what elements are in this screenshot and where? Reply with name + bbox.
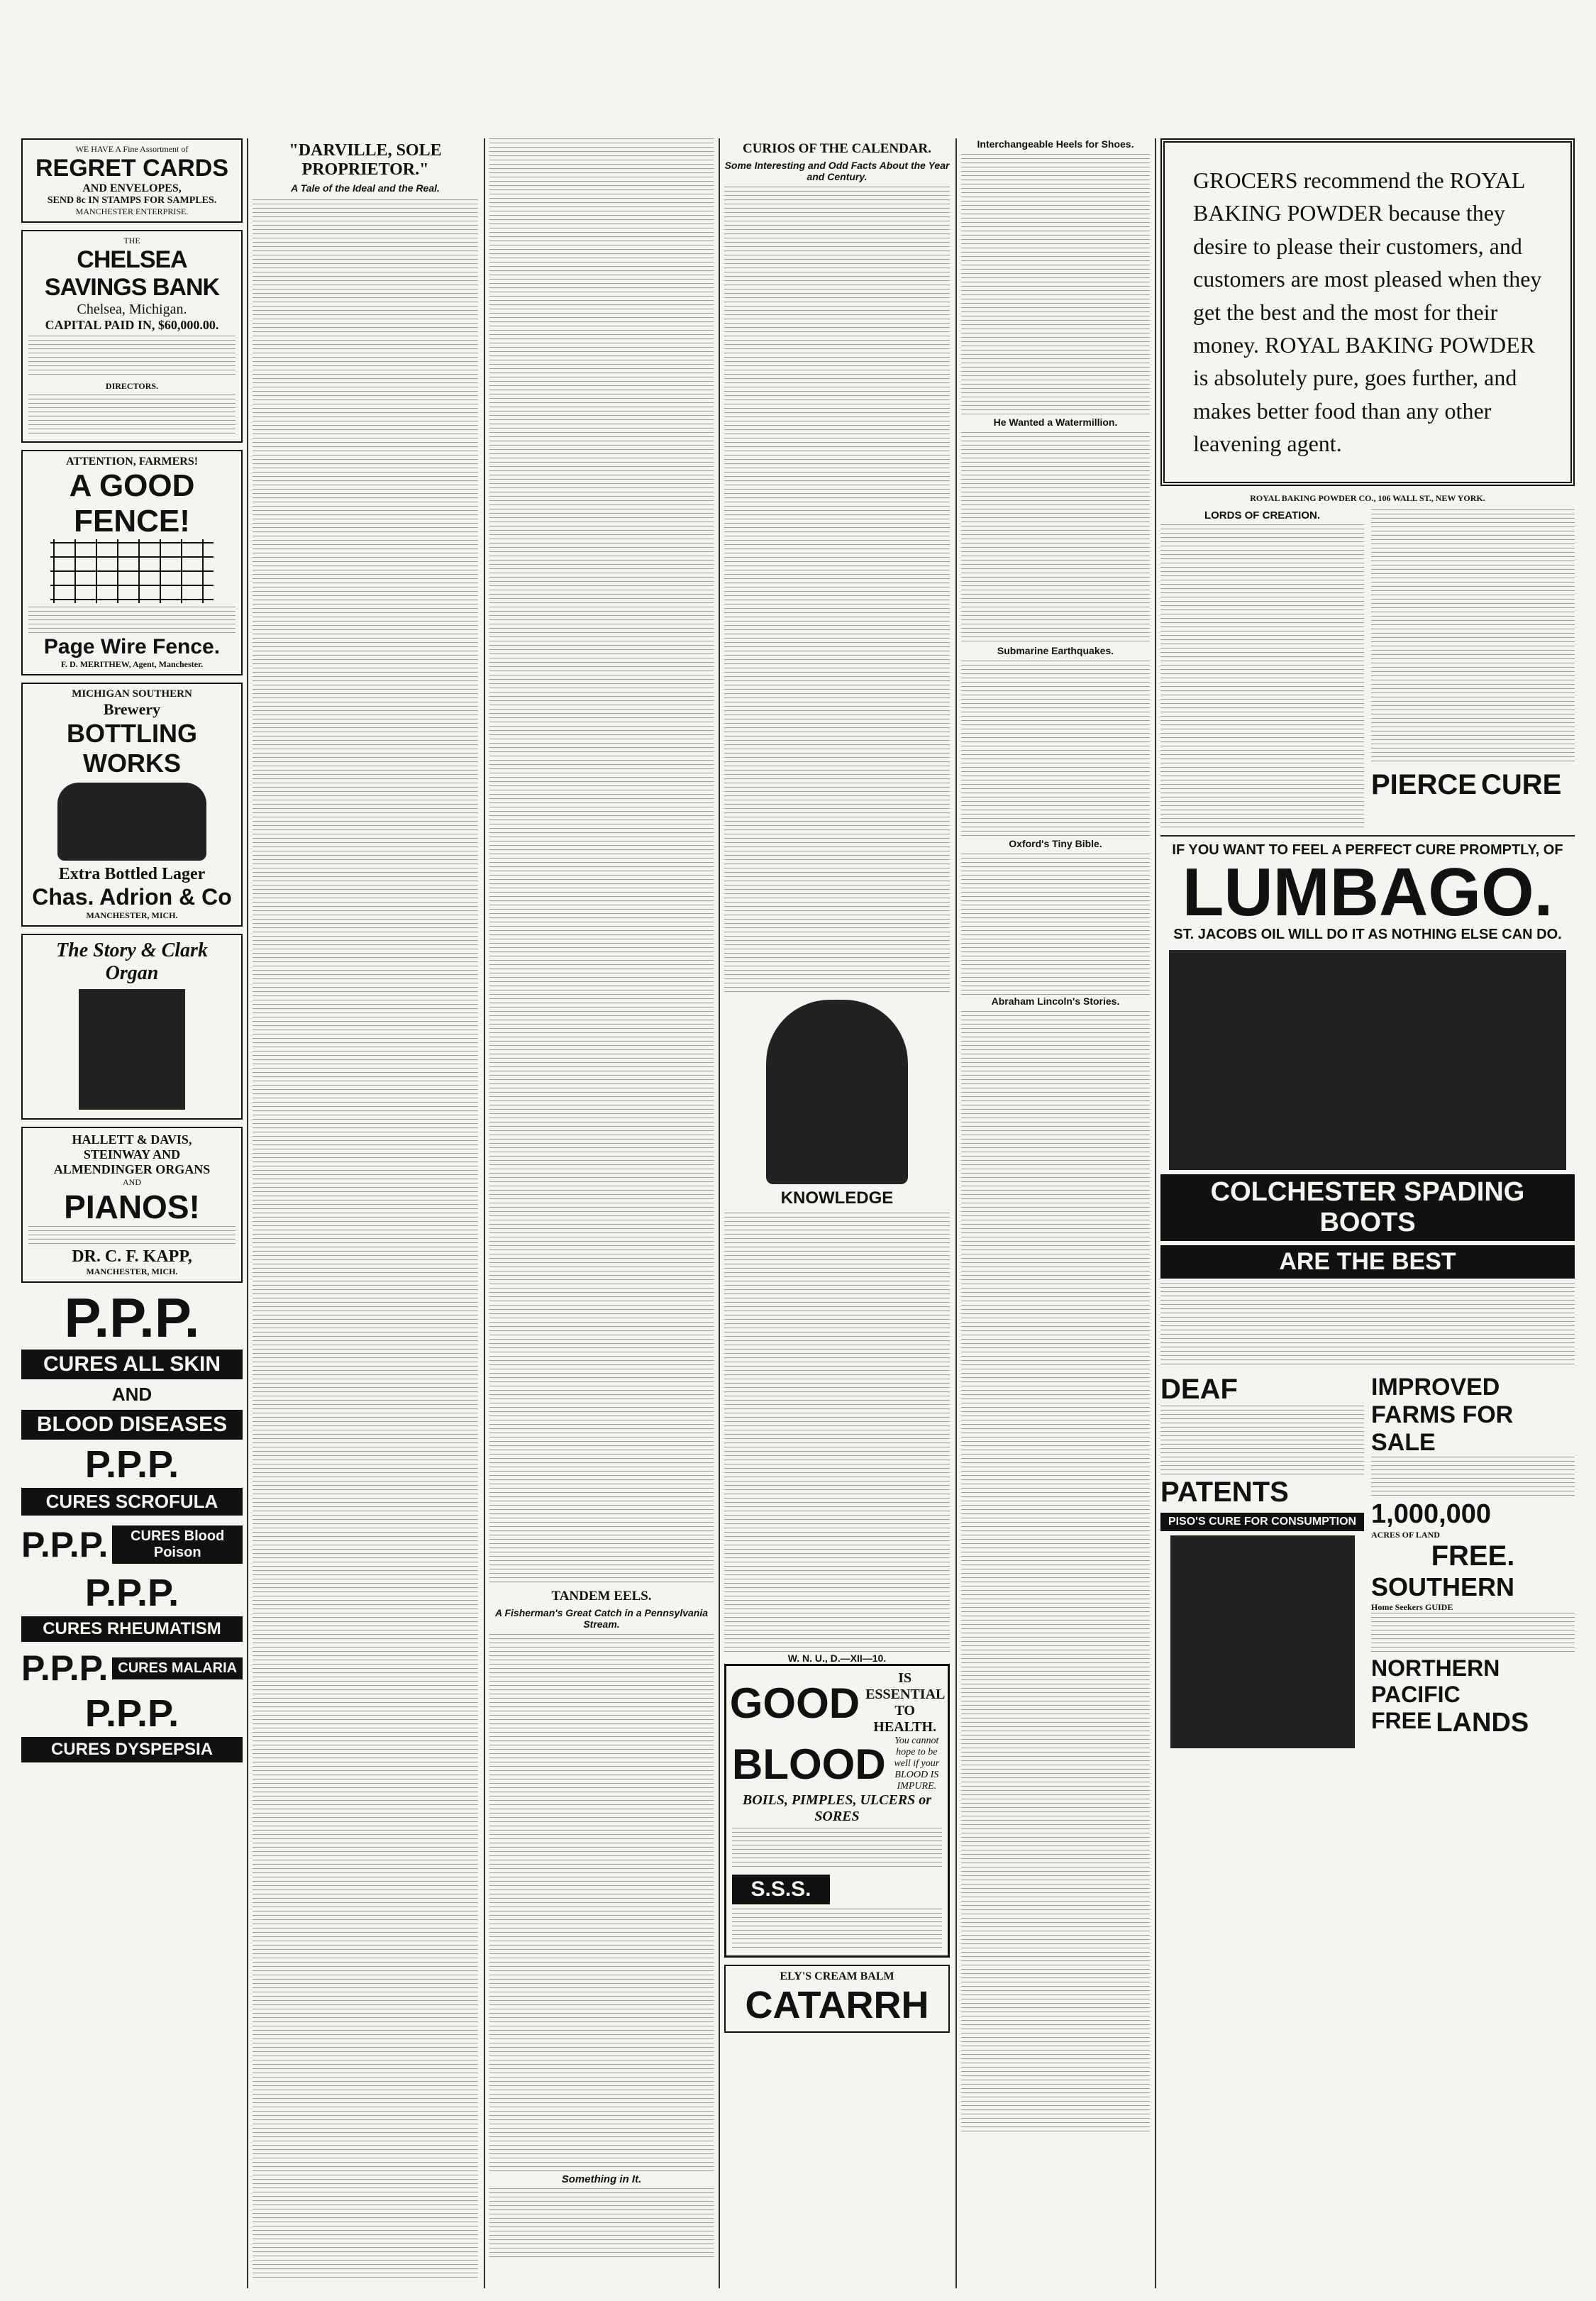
ad-text: CURES RHEUMATISM [21,1616,243,1642]
article-text [1371,509,1575,765]
article-title: Submarine Earthquakes. [997,645,1114,656]
text-lines [28,1226,235,1247]
text-lines [28,394,235,437]
piano-ad [21,1127,243,1283]
article-title: Oxford's Tiny Bible. [1009,838,1102,849]
ad-headline: A GOOD FENCE! [69,468,195,539]
ad-text: MICHIGAN SOUTHERN [72,688,192,700]
ad-headline: ROYAL BAKING [1193,167,1525,226]
ad-text: THE [123,236,140,245]
article-subtitle: Some Interesting and Odd Facts About the Year and Century. [724,160,950,182]
organ-illustration [79,989,185,1110]
ad-headline: CURE [1480,768,1562,800]
ad-text: GROCERS recommend the [1193,167,1444,193]
ad-logo: S.S.S. [732,1875,830,1904]
article-title: He Wanted a Watermillion. [993,416,1118,428]
boots-illustration [1169,950,1566,1170]
ad-text-lines [732,1828,942,1870]
column-rule [955,138,957,2288]
story-subtitle: A Tale of the Ideal and the Real. [291,182,440,194]
royal-baking-ad [1160,138,1575,486]
text-lines [28,336,235,378]
column-rule [247,138,248,2288]
ad-text: ACRES OF LAND [1371,1529,1440,1540]
sss-ad [724,1664,950,1958]
column-rule [484,138,485,2288]
column-rule [719,138,720,2288]
story-column [253,138,478,2288]
article-text [961,854,1150,995]
ad-headline: PIERCE [1371,768,1477,800]
ad-text: AND [111,1384,153,1405]
ad-headline: LUMBAGO. [1182,854,1553,930]
ad-headline: CHELSEA SAVINGS BANK [44,246,220,301]
ad-headline: Chas. Adrion & Co [32,884,232,910]
ad-text: PISO'S CURE FOR CONSUMPTION [1160,1513,1364,1531]
ad-headline: P.P.P. [84,1572,179,1614]
ad-headline: SOUTHERN [1371,1572,1515,1601]
ad-text: CAPITAL PAID IN, $60,000.00. [45,318,219,332]
ad-text: ATTENTION, FARMERS! [65,456,199,468]
ad-text-lines [1160,1283,1575,1368]
ad-headline: LANDS [1436,1707,1529,1738]
fence-ad [21,450,243,675]
text-lines [28,607,235,635]
newspaper-union-mark: W. N. U., D.—XII—10. [787,1652,887,1664]
ad-headline: BLOOD [732,1740,886,1788]
ad-text: AND ENVELOPES, [82,182,182,194]
ad-text: DR. C. F. KAPP, [72,1247,192,1266]
ad-column [21,138,243,2288]
ad-text: You cannot hope to be well if your BLOOD IS IMPURE. [894,1736,940,1792]
story-title: "DARVILLE, SOLE PROPRIETOR." [289,141,442,179]
story-text [253,199,478,2278]
ad-headline: CATARRH [745,1984,929,2026]
ad-text: AND [123,1177,141,1187]
ad-text: IS ESSENTIAL TO HEALTH. [865,1670,946,1735]
article-title: Abraham Lincoln's Stories. [991,995,1120,1007]
article-text [961,661,1150,838]
ad-text: CURES ALL SKIN [21,1350,243,1379]
ad-headline: The Story & Clark Organ [56,939,208,984]
ad-headline: ARE THE BEST [1160,1245,1575,1279]
article-title: LORDS OF CREATION. [1204,509,1321,522]
ad-text: DIRECTORS. [105,381,159,391]
ad-text: POWDER because they desire to please their customers, and customers are most pleased when they get the best and the most for their money. [1193,200,1542,358]
article-text [724,1213,950,1652]
woman-illustration [766,1000,908,1184]
ad-headline: IMPROVED FARMS FOR SALE [1371,1373,1514,1456]
ad-headline: DEAF [1160,1373,1238,1405]
ad-text: CURES MALARIA [112,1657,243,1679]
ad-headline: PATENTS [1160,1476,1289,1508]
ad-text: SEND 8c IN STAMPS FOR SAMPLES. [47,195,217,206]
article-title: TANDEM EELS. [551,1589,652,1604]
regret-cards-ad [21,138,243,223]
ad-text: Home Seekers GUIDE [1371,1601,1453,1612]
ad-text-lines [1160,1406,1364,1477]
ad-headline: KNOWLEDGE [780,1188,894,1208]
ad-text: CURES DYSPEPSIA [21,1737,243,1762]
text-column [724,138,950,2288]
ad-headline: Page Wire Fence. [43,635,221,658]
ad-headline: PIANOS! [64,1188,200,1225]
ad-text: BLOOD DISEASES [21,1410,243,1440]
wire-fence-illustration [50,539,214,603]
article-text [489,2188,714,2259]
ad-headline: P.P.P. [21,1525,109,1565]
ad-text: MANCHESTER, MICH. [86,1267,178,1276]
article-text [961,1011,1150,2132]
ad-text: ALMENDINGER ORGANS [53,1162,211,1176]
article-text [961,154,1150,416]
article-text [724,187,950,995]
ad-text: F. D. MERITHEW, Agent, Manchester. [60,659,204,669]
article-text [961,432,1150,645]
ad-headline: P.P.P. [84,1692,179,1735]
ad-text-lines [1371,1457,1575,1499]
text-column [961,138,1150,2288]
article-text [489,1634,714,2173]
ad-text: HALLETT & DAVIS, [72,1132,192,1147]
ad-headline: P.P.P. [64,1286,200,1349]
ad-headline: 1,000,000 [1371,1499,1492,1529]
newspaper-page [21,138,1575,2288]
ppp-ads [21,1286,243,1762]
ad-text: Extra Bottled Lager [58,865,206,883]
ad-text-lines [732,1909,942,1951]
ad-text: MANCHESTER, MICH. [86,910,178,920]
ad-text: IF YOU WANT TO FEEL A PERFECT CURE PROMPTLY, OF [1172,842,1563,858]
article-title: CURIOS OF THE CALENDAR. [742,141,932,156]
ad-headline: P.P.P. [84,1443,179,1486]
ad-headline: REGRET CARDS [35,155,229,182]
column-rule [1155,138,1156,2288]
ad-headline: P.P.P. [21,1648,109,1688]
ad-text: CURES Blood Poison [112,1525,243,1564]
machine-illustration [1170,1535,1355,1748]
ad-text: ROYAL BAKING POWDER is absolutely pure, goes further, and makes better food than any other leavening agent. [1193,331,1536,457]
ad-headline: NORTHERN PACIFIC [1371,1655,1500,1707]
bottles-illustration [57,783,206,861]
article-subtitle: A Fisherman's Great Catch in a Pennsylvania Stream. [494,1607,709,1630]
story-text [489,138,714,1586]
catarrh-ad [724,1965,950,2033]
text-column [489,138,714,2288]
ad-text: STEINWAY AND [83,1147,181,1161]
ad-text-lines [1371,1613,1575,1655]
ad-text: BOILS, PIMPLES, ULCERS or SORES [742,1792,932,1824]
bank-ad [21,230,243,443]
ad-text: WE HAVE A Fine Assortment of [75,144,189,154]
ad-headline: FREE. [1431,1540,1515,1572]
ad-text: CURES SCROFULA [21,1488,243,1516]
ad-address: ROYAL BAKING POWDER CO., 106 WALL ST., NEW YORK. [1250,492,1485,503]
article-title: Interchangeable Heels for Shoes. [977,138,1134,150]
ad-headline: FREE [1371,1707,1432,1733]
ad-text: Chelsea, Michigan. [77,302,187,317]
ad-text: ST. JACOBS OIL WILL DO IT AS NOTHING ELSE CAN DO. [1173,926,1562,942]
ad-text: MANCHESTER ENTERPRISE. [75,206,189,216]
article-text [1160,524,1364,829]
ad-column [1160,138,1575,2288]
ad-headline: BOTTLING WORKS [67,719,197,778]
ad-text: ELY'S CREAM BALM [780,1970,894,1982]
ad-headline: COLCHESTER SPADING BOOTS [1160,1174,1575,1241]
organ-ad [21,934,243,1120]
brewery-ad [21,683,243,927]
ad-text: Brewery [103,700,161,718]
article-title: Something in It. [561,2173,642,2185]
ad-headline: GOOD [729,1679,860,1727]
